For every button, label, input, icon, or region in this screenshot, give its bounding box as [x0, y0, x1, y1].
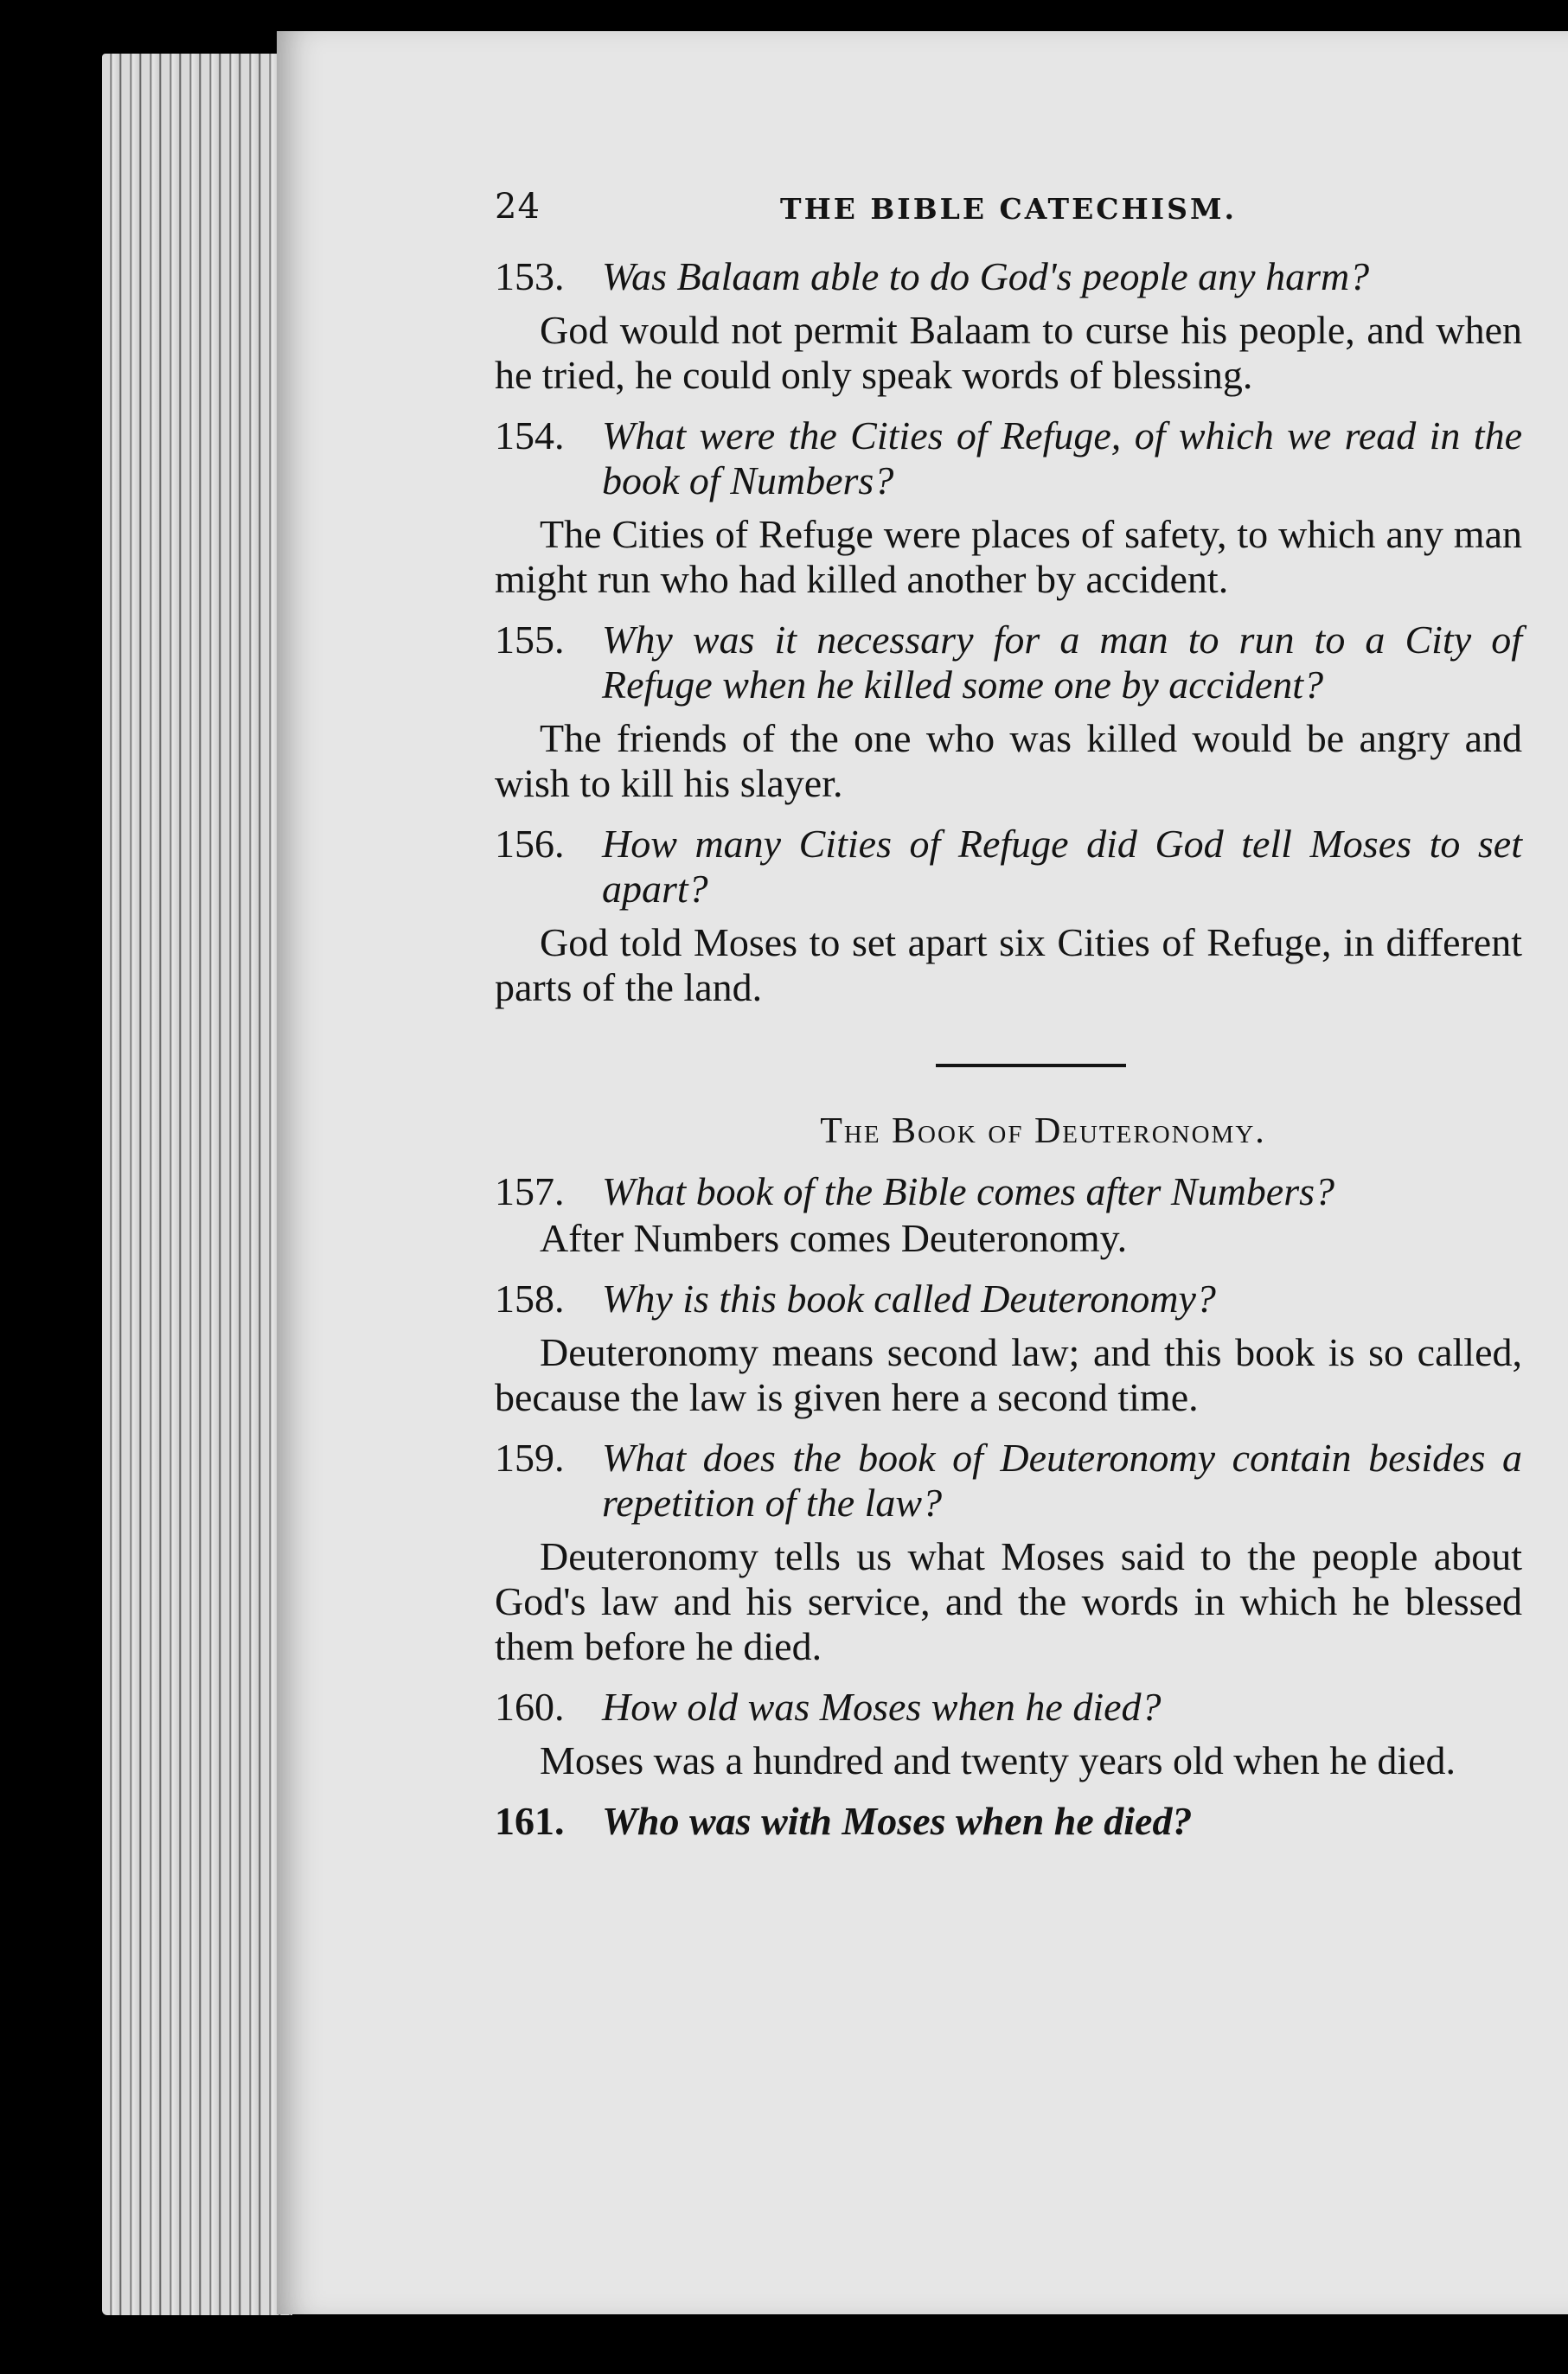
qa-entry-153	[495, 254, 1522, 398]
question-text: Was Balaam able to do God's people any harm?	[602, 254, 1370, 298]
answer: Deuteronomy tells us what Moses said to the people about God's law and his service, and the words in which he blessed them before he died.	[495, 1534, 1522, 1668]
qa-entry-159	[495, 1436, 1522, 1669]
question	[495, 1277, 1522, 1321]
question-text: Who was with Moses when he died?	[602, 1799, 1193, 1843]
qa-entry-160	[495, 1685, 1522, 1783]
question-text: How old was Moses when he died?	[602, 1685, 1162, 1729]
page-stack-edge	[102, 54, 292, 2315]
section-heading-text: The Book of Deuteronomy.	[820, 1111, 1266, 1151]
question-number: 160.	[495, 1685, 565, 1729]
question-text: Why was it necessary for a man to run to a City of Refuge when he killed some one by accident?	[602, 617, 1522, 707]
question-text: What does the book of Deuteronomy contain besides a repetition of the law?	[602, 1436, 1522, 1525]
question	[495, 254, 1522, 299]
question	[495, 617, 1522, 707]
question	[495, 1436, 1522, 1526]
running-head	[495, 187, 1522, 239]
question	[495, 822, 1522, 912]
question	[495, 1799, 1522, 1844]
qa-entry-157	[495, 1169, 1522, 1261]
question-number: 158.	[495, 1277, 565, 1321]
answer: The friends of the one who was killed would be angry and wish to kill his slayer.	[495, 716, 1522, 805]
answer: The Cities of Refuge were places of safety, to which any man might run who had killed another by accident.	[495, 512, 1522, 601]
qa-entry-155	[495, 617, 1522, 806]
question-text: What book of the Bible comes after Numbers?	[602, 1169, 1335, 1213]
running-title: THE BIBLE CATECHISM.	[780, 192, 1237, 226]
qa-entry-158	[495, 1277, 1522, 1420]
answer: After Numbers comes Deuteronomy.	[540, 1216, 1128, 1260]
question-number: 154.	[495, 413, 565, 458]
question	[495, 1685, 1522, 1730]
qa-entry-161	[495, 1799, 1522, 1844]
question-number: 159.	[495, 1436, 565, 1480]
qa-entry-156	[495, 822, 1522, 1010]
section-divider	[936, 1064, 1126, 1067]
answer: God told Moses to set apart six Cities of Refuge, in different parts of the land.	[495, 920, 1522, 1009]
answer: Moses was a hundred and twenty years old when he died.	[540, 1738, 1456, 1782]
question-text: What were the Cities of Refuge, of which we read in the book of Numbers?	[602, 413, 1522, 502]
section-heading	[529, 1110, 1557, 1152]
answer: Deuteronomy means second law; and this book is so called, because the law is given here a second time.	[495, 1330, 1522, 1419]
question-number: 155.	[495, 617, 565, 662]
question-number: 156.	[495, 822, 565, 866]
answer: God would not permit Balaam to curse his people, and when he tried, he could only speak words of blessing.	[495, 308, 1522, 397]
question-number: 161.	[495, 1799, 565, 1843]
question	[495, 413, 1522, 503]
question-text: How many Cities of Refuge did God tell Moses to set apart?	[602, 822, 1522, 911]
question-text: Why is this book called Deuteronomy?	[602, 1277, 1216, 1321]
question-number: 153.	[495, 254, 565, 298]
question-number: 157.	[495, 1169, 565, 1213]
qa-entry-154	[495, 413, 1522, 602]
page-content	[495, 187, 1522, 1844]
page-number: 24	[495, 187, 541, 227]
question	[495, 1169, 1522, 1214]
